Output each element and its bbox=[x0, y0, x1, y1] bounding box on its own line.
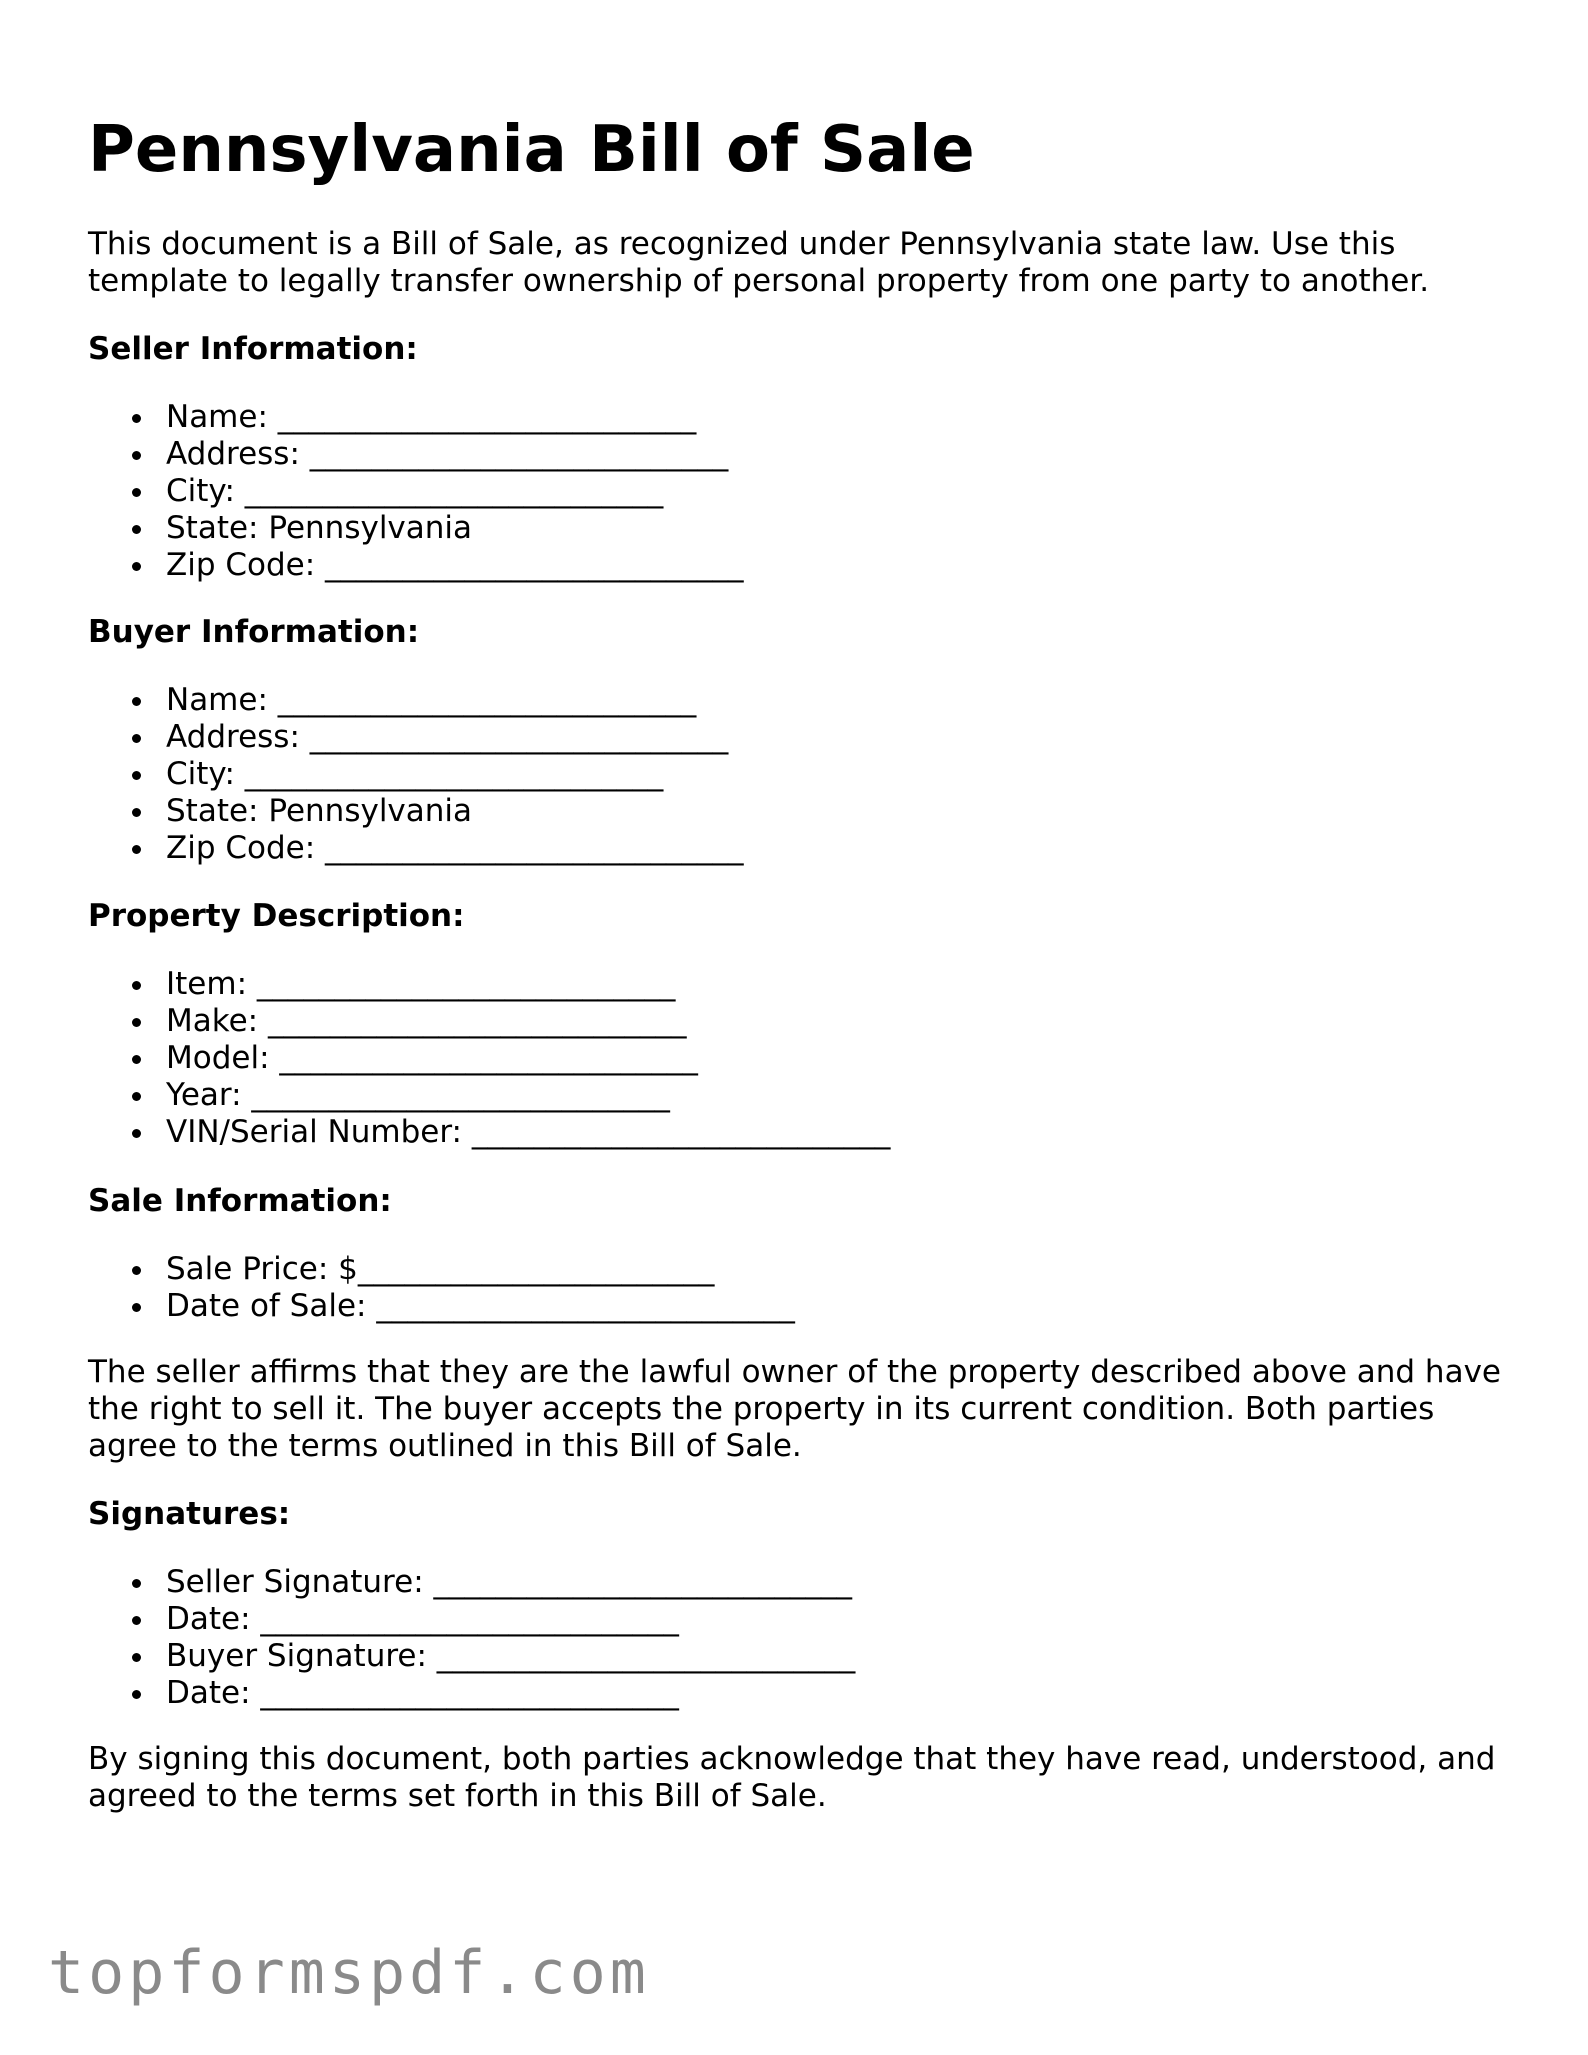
field-blank: ___________________________ bbox=[299, 719, 729, 755]
buyer-address-field[interactable] bbox=[88, 719, 744, 756]
buyer-zip-field[interactable] bbox=[88, 830, 744, 867]
seller-zip-field[interactable] bbox=[88, 547, 744, 584]
field-label: Date of Sale: bbox=[166, 1288, 367, 1324]
field-blank: ___________________________ bbox=[234, 756, 664, 792]
seller-signature-field[interactable] bbox=[88, 1564, 855, 1601]
field-blank: ___________________________ bbox=[247, 966, 676, 1002]
seller-date-field[interactable] bbox=[88, 1601, 855, 1638]
field-blank: ___________________________ bbox=[269, 1040, 698, 1076]
seller-state-field bbox=[88, 510, 744, 547]
field-label: Date: bbox=[166, 1601, 251, 1637]
field-blank: ___________________________ bbox=[250, 1601, 679, 1637]
field-blank: ___________________________ bbox=[366, 1288, 795, 1324]
field-blank: ___________________________ bbox=[315, 830, 744, 866]
buyer-heading: Buyer Information: bbox=[88, 614, 420, 650]
field-blank: ___________________________ bbox=[423, 1564, 853, 1600]
field-label: City: bbox=[166, 473, 235, 509]
sale-price-field[interactable] bbox=[88, 1251, 795, 1288]
field-label: Address: bbox=[166, 719, 300, 755]
affirmation-paragraph: The seller affirms that they are the lawful owner of the property described above and have the right to sell it. The buyer accepts the property in its current condition. Both parties agree to the terms outlined in this Bill of Sale. bbox=[88, 1354, 1501, 1464]
field-label: Sale Price: bbox=[166, 1251, 329, 1287]
buyer-date-field[interactable] bbox=[88, 1675, 855, 1712]
intro-paragraph: This document is a Bill of Sale, as recognized under Pennsylvania state law. Use this template to legally transfer ownership of personal property from one party to another. bbox=[88, 226, 1430, 299]
signatures-heading: Signatures: bbox=[88, 1496, 291, 1532]
signature-fields bbox=[88, 1564, 855, 1712]
watermark-text: topformspdf.com bbox=[48, 1938, 650, 2008]
field-label: Year: bbox=[166, 1077, 242, 1113]
field-label: Item: bbox=[166, 966, 248, 1002]
field-label: Zip Code: bbox=[166, 547, 316, 583]
sale-heading: Sale Information: bbox=[88, 1183, 392, 1219]
field-blank: ___________________________ bbox=[426, 1638, 856, 1674]
field-value: Pennsylvania bbox=[258, 510, 473, 546]
field-blank: ___________________________ bbox=[461, 1114, 891, 1150]
closing-paragraph: By signing this document, both parties acknowledge that they have read, understood, and agreed to the terms set forth in this Bill of Sale. bbox=[88, 1741, 1496, 1814]
field-blank: ___________________________ bbox=[241, 1077, 670, 1113]
sale-date-field[interactable] bbox=[88, 1288, 795, 1325]
buyer-city-field[interactable] bbox=[88, 756, 744, 793]
seller-city-field[interactable] bbox=[88, 473, 744, 510]
field-blank: ___________________________ bbox=[234, 473, 664, 509]
field-blank: ___________________________ bbox=[258, 1003, 687, 1039]
property-fields bbox=[88, 966, 890, 1151]
field-label: Zip Code: bbox=[166, 830, 316, 866]
buyer-signature-field[interactable] bbox=[88, 1638, 855, 1675]
property-make-field[interactable] bbox=[88, 1003, 890, 1040]
field-blank: ___________________________ bbox=[267, 399, 697, 435]
field-blank: ___________________________ bbox=[250, 1675, 679, 1711]
field-label: Name: bbox=[166, 682, 268, 718]
field-blank: $_______________________ bbox=[328, 1251, 715, 1287]
buyer-fields bbox=[88, 682, 744, 867]
page-title: Pennsylvania Bill of Sale bbox=[88, 113, 975, 187]
field-blank: ___________________________ bbox=[315, 547, 744, 583]
property-model-field[interactable] bbox=[88, 1040, 890, 1077]
field-label: Date: bbox=[166, 1675, 251, 1711]
seller-fields bbox=[88, 399, 744, 584]
field-label: Name: bbox=[166, 399, 268, 435]
property-heading: Property Description: bbox=[88, 898, 465, 934]
field-blank: ___________________________ bbox=[267, 682, 697, 718]
field-label: Make: bbox=[166, 1003, 259, 1039]
seller-address-field[interactable] bbox=[88, 436, 744, 473]
buyer-name-field[interactable] bbox=[88, 682, 744, 719]
field-label: Buyer Signature: bbox=[166, 1638, 427, 1674]
property-item-field[interactable] bbox=[88, 966, 890, 1003]
field-label: Address: bbox=[166, 436, 300, 472]
buyer-state-field bbox=[88, 793, 744, 830]
sale-fields bbox=[88, 1251, 795, 1325]
property-year-field[interactable] bbox=[88, 1077, 890, 1114]
seller-heading: Seller Information: bbox=[88, 331, 418, 367]
field-label: VIN/Serial Number: bbox=[166, 1114, 462, 1150]
field-label: Model: bbox=[166, 1040, 270, 1076]
property-vin-field[interactable] bbox=[88, 1114, 890, 1151]
field-label: Seller Signature: bbox=[166, 1564, 424, 1600]
field-value: Pennsylvania bbox=[258, 793, 473, 829]
field-label: City: bbox=[166, 756, 235, 792]
field-label: State: bbox=[166, 793, 259, 829]
seller-name-field[interactable] bbox=[88, 399, 744, 436]
field-blank: ___________________________ bbox=[299, 436, 729, 472]
field-label: State: bbox=[166, 510, 259, 546]
